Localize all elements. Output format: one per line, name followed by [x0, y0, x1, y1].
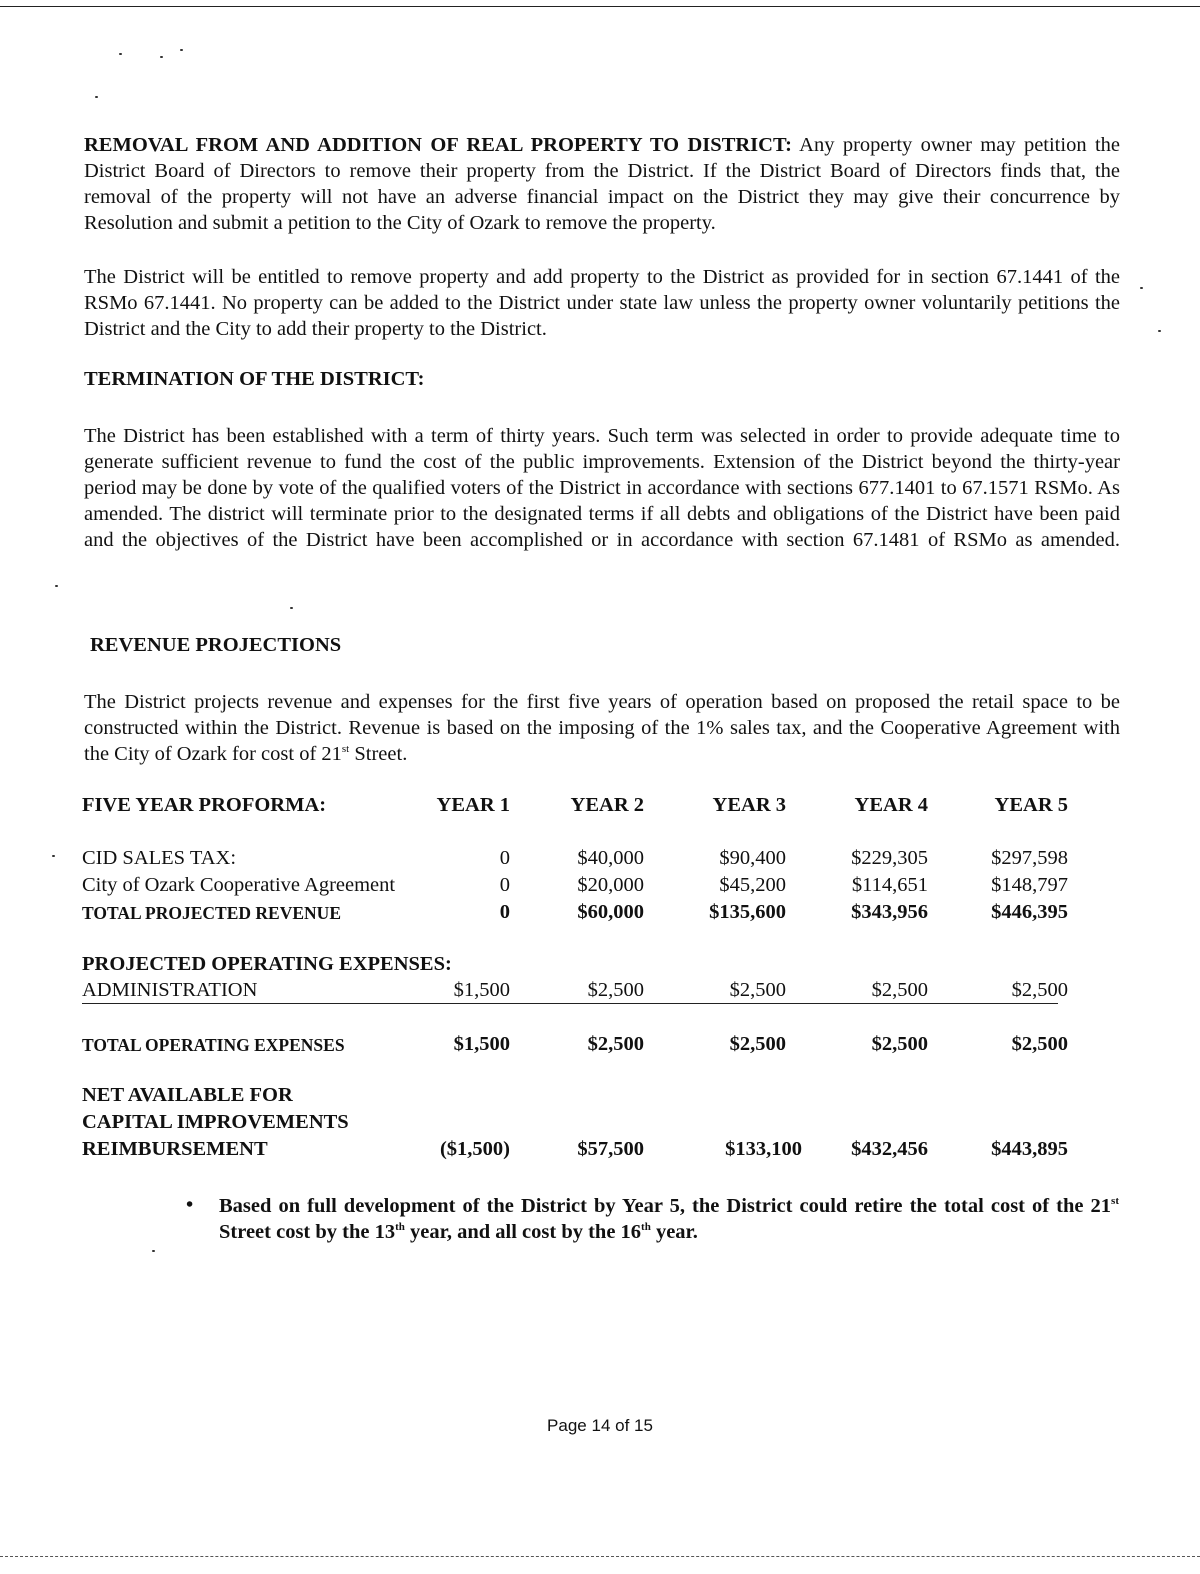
scan-speck: [1140, 287, 1143, 289]
scan-speck: [1158, 330, 1161, 332]
bullet-part: year.: [650, 1221, 698, 1243]
administration-underline: [82, 1003, 1058, 1004]
scan-speck: [180, 49, 183, 51]
cell-value: $2,500: [587, 979, 644, 1001]
cell-value: $2,500: [729, 1033, 786, 1055]
row-label: ADMINISTRATION: [82, 979, 258, 1001]
scan-speck: [119, 53, 122, 55]
revenue-text-end: Street.: [349, 743, 408, 765]
row-label: TOTAL PROJECTED REVENUE: [82, 903, 341, 923]
cell-value: $40,000: [577, 847, 644, 869]
cell-value: $114,651: [851, 874, 928, 896]
cell-value: $443,895: [991, 1138, 1068, 1160]
cell-value: $297,598: [991, 847, 1068, 869]
cell-value: 0: [499, 847, 510, 869]
expenses-heading: PROJECTED OPERATING EXPENSES:: [82, 953, 452, 975]
cell-value: $2,500: [871, 1033, 928, 1055]
bullet-part: year, and all cost by the 16: [404, 1221, 642, 1243]
total-expenses-row: [0, 1033, 1200, 1059]
removal-paragraph: [84, 132, 1120, 236]
scan-speck: [160, 56, 163, 58]
bullet-sup: th: [641, 1221, 651, 1234]
cell-value: 0: [499, 901, 510, 923]
removal-paragraph-2: The District will be entitled to remove property and add property to the District as provided for in section 67.1441 of the RSMo 67.1441. No property can be added to the District under state law unless the property owner voluntarily petitions the District and the City to add their property to the District.: [84, 266, 1120, 340]
bullet-sup: st: [1111, 1195, 1119, 1208]
cell-value: $148,797: [991, 874, 1068, 896]
page-current: 14: [591, 1416, 611, 1435]
scan-speck: [95, 96, 98, 98]
revenue-text: The District projects revenue and expenses for the first five years of operation based on proposed the retail space to be constructed within the District. Revenue is based on the imposing of the 1% sales tax, and the Cooperative Agreement with the City of Ozark for cost of 21: [84, 691, 1120, 765]
proforma-title: FIVE YEAR PROFORMA:: [82, 794, 327, 816]
cell-value: $432,456: [851, 1138, 928, 1160]
row-label: CID SALES TAX:: [82, 847, 237, 869]
cell-value: $133,100: [725, 1138, 802, 1160]
cell-value: $446,395: [991, 901, 1068, 923]
year-header: YEAR 5: [994, 794, 1068, 816]
cell-value: $135,600: [709, 901, 786, 923]
year-header: YEAR 3: [712, 794, 786, 816]
net-label-row: [0, 1111, 1200, 1137]
expenses-heading-row: [0, 953, 1200, 979]
top-scan-border: [0, 6, 1200, 7]
cell-value: $343,956: [851, 901, 928, 923]
page-number: [0, 1416, 1200, 1436]
revenue-paragraph: [84, 689, 1120, 767]
cell-value: $2,500: [587, 1033, 644, 1055]
cell-value: $2,500: [871, 979, 928, 1001]
scan-speck: [55, 585, 58, 587]
year-header: YEAR 2: [570, 794, 644, 816]
bullet-part: Street cost by the 13: [219, 1221, 396, 1243]
net-label-line: NET AVAILABLE FOR: [82, 1084, 293, 1106]
scan-speck: [290, 607, 293, 609]
termination-heading: TERMINATION OF THE DISTRICT:: [84, 368, 425, 390]
cell-value: $2,500: [729, 979, 786, 1001]
row-label: TOTAL OPERATING EXPENSES: [82, 1035, 345, 1055]
revenue-sup: st: [341, 743, 350, 756]
row-label: City of Ozark Cooperative Agreement: [82, 874, 396, 896]
page-label: Page: [547, 1416, 592, 1435]
bullet-part: Based on full development of the District by Year 5, the District could retire the total cost of the 21: [219, 1195, 1112, 1217]
bullet-text: [219, 1193, 1119, 1245]
cell-value: $20,000: [577, 874, 644, 896]
table-row: [0, 847, 1200, 873]
scan-speck: [152, 1250, 155, 1252]
net-label-line: REIMBURSEMENT: [82, 1138, 268, 1160]
cell-value: $57,500: [577, 1138, 644, 1160]
table-row: [0, 874, 1200, 900]
year-header: YEAR 4: [854, 794, 928, 816]
revenue-heading: REVENUE PROJECTIONS: [90, 634, 342, 656]
cell-value: $1,500: [453, 1033, 510, 1055]
bottom-scan-border: [0, 1556, 1200, 1557]
cell-value: $45,200: [719, 874, 786, 896]
page-total: 15: [634, 1416, 653, 1435]
total-revenue-row: [0, 901, 1200, 927]
cell-value: $2,500: [1011, 979, 1068, 1001]
cell-value: $90,400: [719, 847, 786, 869]
bullet-icon: •: [186, 1194, 194, 1216]
table-row: [0, 979, 1200, 1005]
cell-value: 0: [499, 874, 510, 896]
cell-value: $60,000: [577, 901, 644, 923]
net-row: [0, 1138, 1200, 1164]
bullet-sup: th: [395, 1221, 405, 1234]
termination-paragraph: The District has been established with a term of thirty years. Such term was selected in order to provide adequate time to generate sufficient revenue to fund the cost of the public improvements. Extension of the District beyond the thirty-year period may be done by vote of the qualified voters of the District in accordance with sections 677.1401 to 67.1571 RSMo. As amended. The district will terminate prior to the designated terms if all debts and obligations of the District have been paid and the objectives of the District have been accomplished or in accordance with section 67.1481 of RSMo as amended.: [84, 425, 1120, 551]
removal-heading: REMOVAL FROM AND ADDITION OF REAL PROPERTY TO DISTRICT:: [84, 134, 792, 156]
cell-value: $2,500: [1011, 1033, 1068, 1055]
net-label-line: CAPITAL IMPROVEMENTS: [82, 1111, 349, 1133]
cell-value: $1,500: [453, 979, 510, 1001]
net-label-row: [0, 1084, 1200, 1110]
removal-text: Any property owner may petition the District Board of Directors to remove their property from the District. If the District Board of Directors finds that, the removal of the property will not have an adverse financial impact on the District they may give their concurrence by Resolution and submit a petition to the City of Ozark to remove the property.: [84, 134, 1120, 234]
cell-value: $229,305: [851, 847, 928, 869]
proforma-header-row: [0, 794, 1200, 820]
page-of: of: [610, 1416, 635, 1435]
year-header: YEAR 1: [436, 794, 510, 816]
cell-value: ($1,500): [439, 1138, 510, 1160]
